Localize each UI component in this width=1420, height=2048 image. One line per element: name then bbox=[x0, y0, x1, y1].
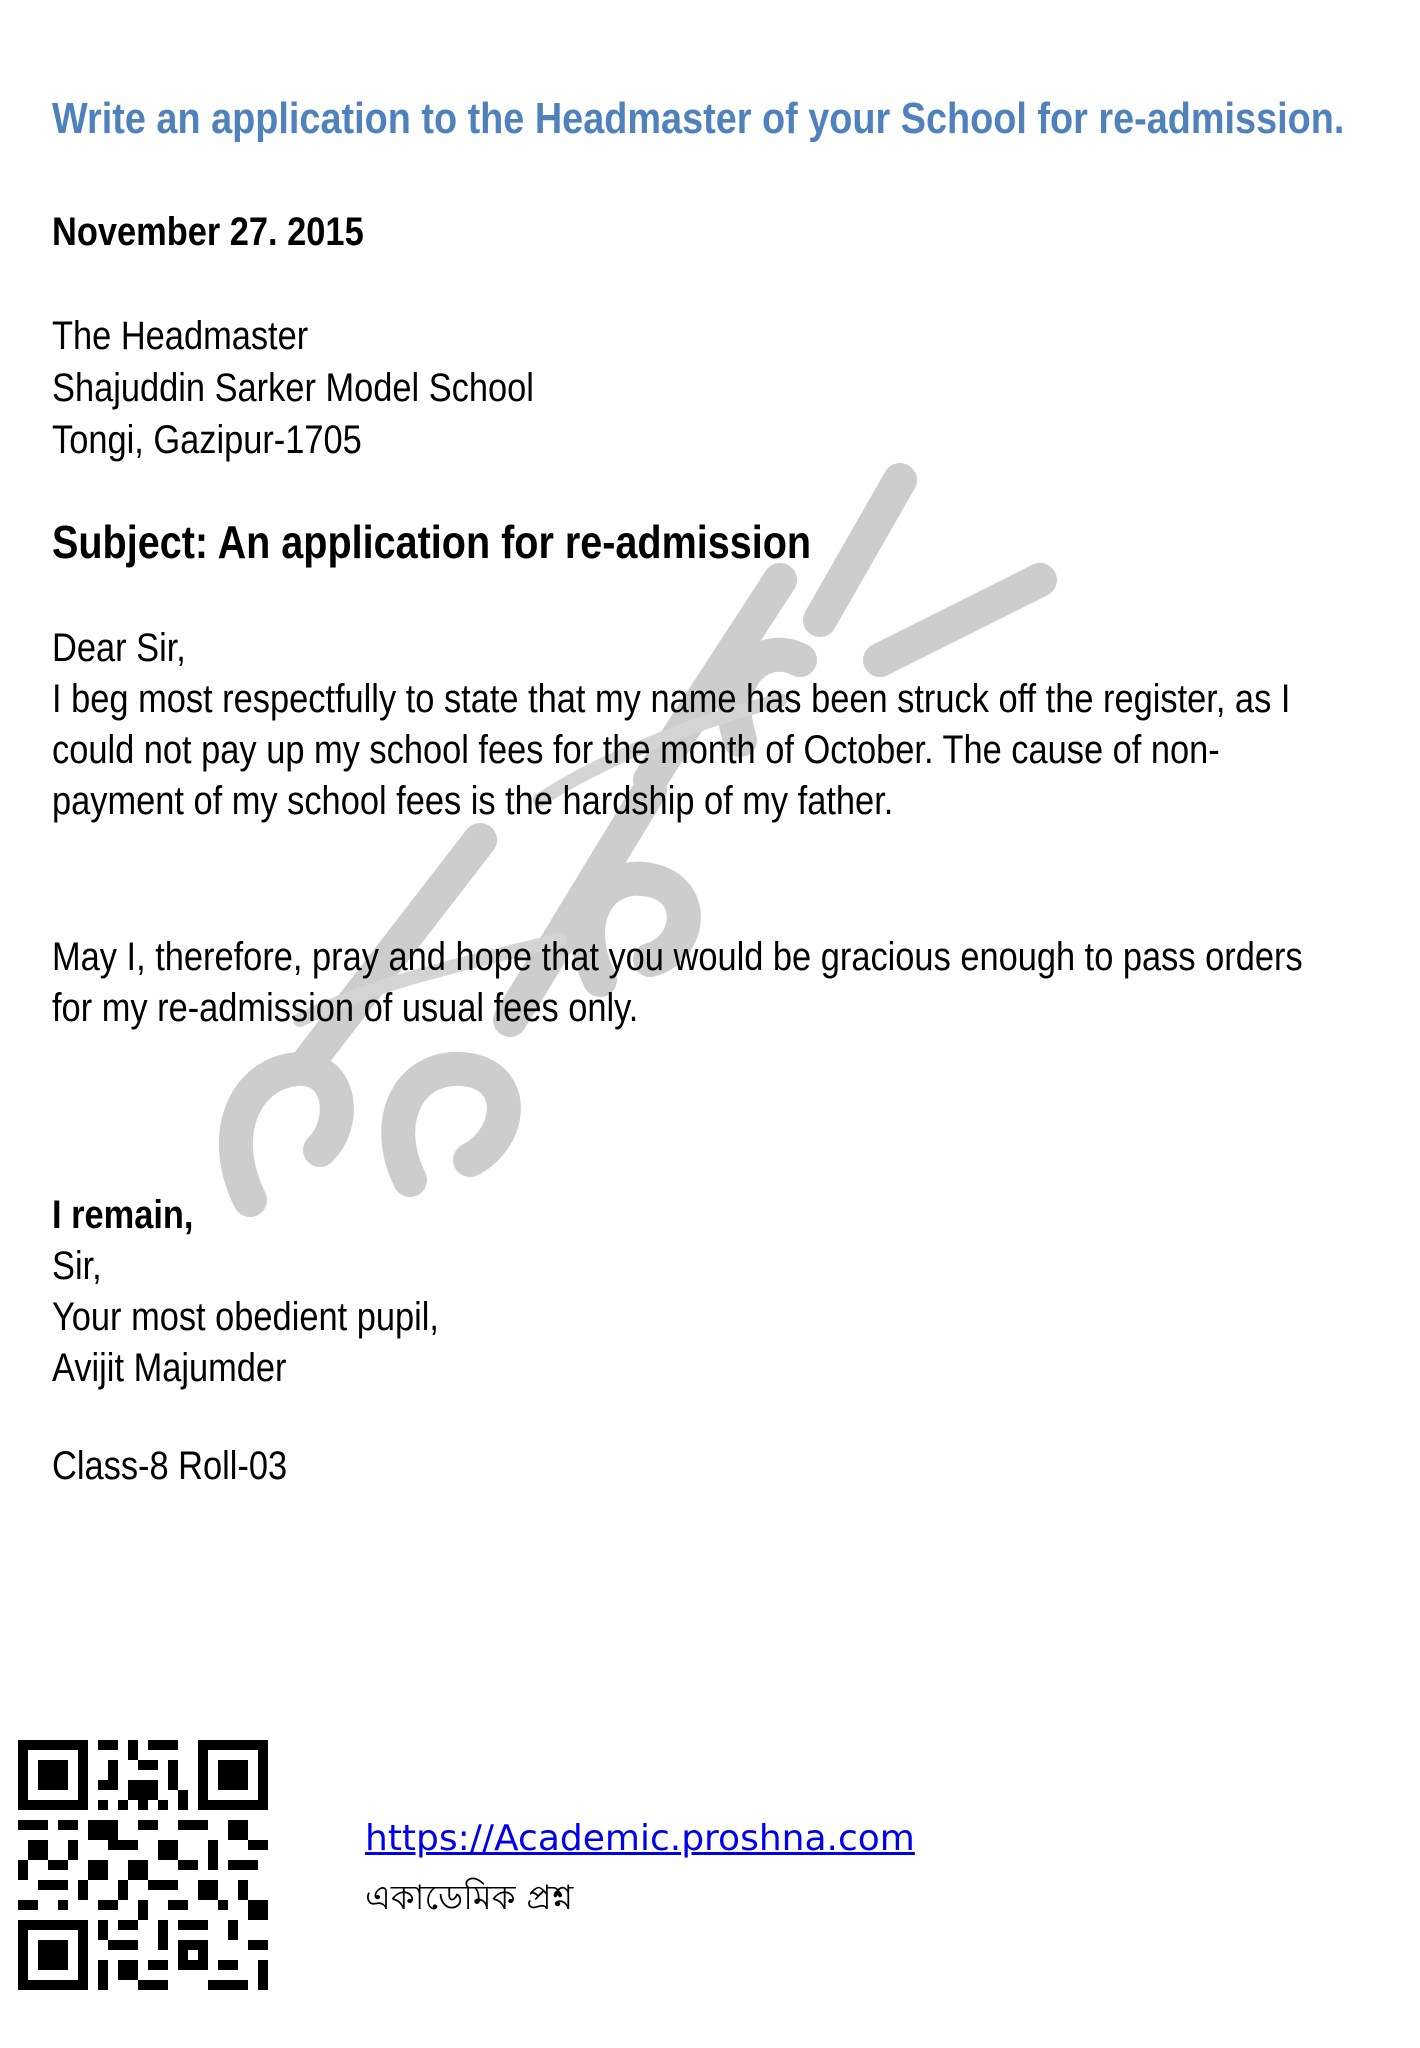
paragraph-line: payment of my school fees is the hardship of my father. bbox=[52, 779, 894, 823]
date-text: November 27. 2015 bbox=[52, 210, 364, 254]
bangla-brand-text: একাডেমিক প্রশ্ন bbox=[365, 1878, 574, 1918]
letter-subject bbox=[52, 515, 935, 569]
paragraph-1 bbox=[52, 674, 1420, 827]
recipient-line: Tongi, Gazipur-1705 bbox=[52, 418, 362, 462]
page-title bbox=[52, 94, 1420, 144]
letter-closing bbox=[52, 1190, 502, 1394]
class-roll bbox=[52, 1444, 325, 1489]
closing-sir: Sir, bbox=[52, 1244, 102, 1288]
salutation-text: Dear Sir, bbox=[52, 626, 186, 670]
qr-code-icon[interactable] bbox=[18, 1740, 268, 1990]
paragraph-line: I beg most respectfully to state that my name has been struck off the register, as I bbox=[52, 677, 1291, 721]
salutation bbox=[52, 623, 208, 674]
title-text: Write an application to the Headmaster of your School for re-admission. bbox=[52, 94, 1345, 143]
paragraph-line: could not pay up my school fees for the month of October. The cause of non- bbox=[52, 728, 1220, 772]
paragraph-2 bbox=[52, 932, 1420, 1034]
paragraph-line: May I, therefore, pray and hope that you would be gracious enough to pass orders bbox=[52, 935, 1303, 979]
recipient-line: The Headmaster bbox=[52, 314, 309, 358]
sender-name: Avijit Majumder bbox=[52, 1346, 287, 1390]
website-link[interactable]: https://Academic.proshna.com bbox=[365, 1818, 915, 1859]
recipient-address bbox=[52, 310, 612, 466]
class-roll-text: Class-8 Roll-03 bbox=[52, 1444, 288, 1488]
letter-date bbox=[52, 210, 414, 255]
recipient-line: Shajuddin Sarker Model School bbox=[52, 366, 534, 410]
paragraph-line: for my re-admission of usual fees only. bbox=[52, 986, 639, 1030]
closing-pupil: Your most obedient pupil, bbox=[52, 1295, 439, 1339]
subject-text: Subject: An application for re-admission bbox=[52, 516, 812, 568]
closing-remain: I remain, bbox=[52, 1193, 194, 1237]
